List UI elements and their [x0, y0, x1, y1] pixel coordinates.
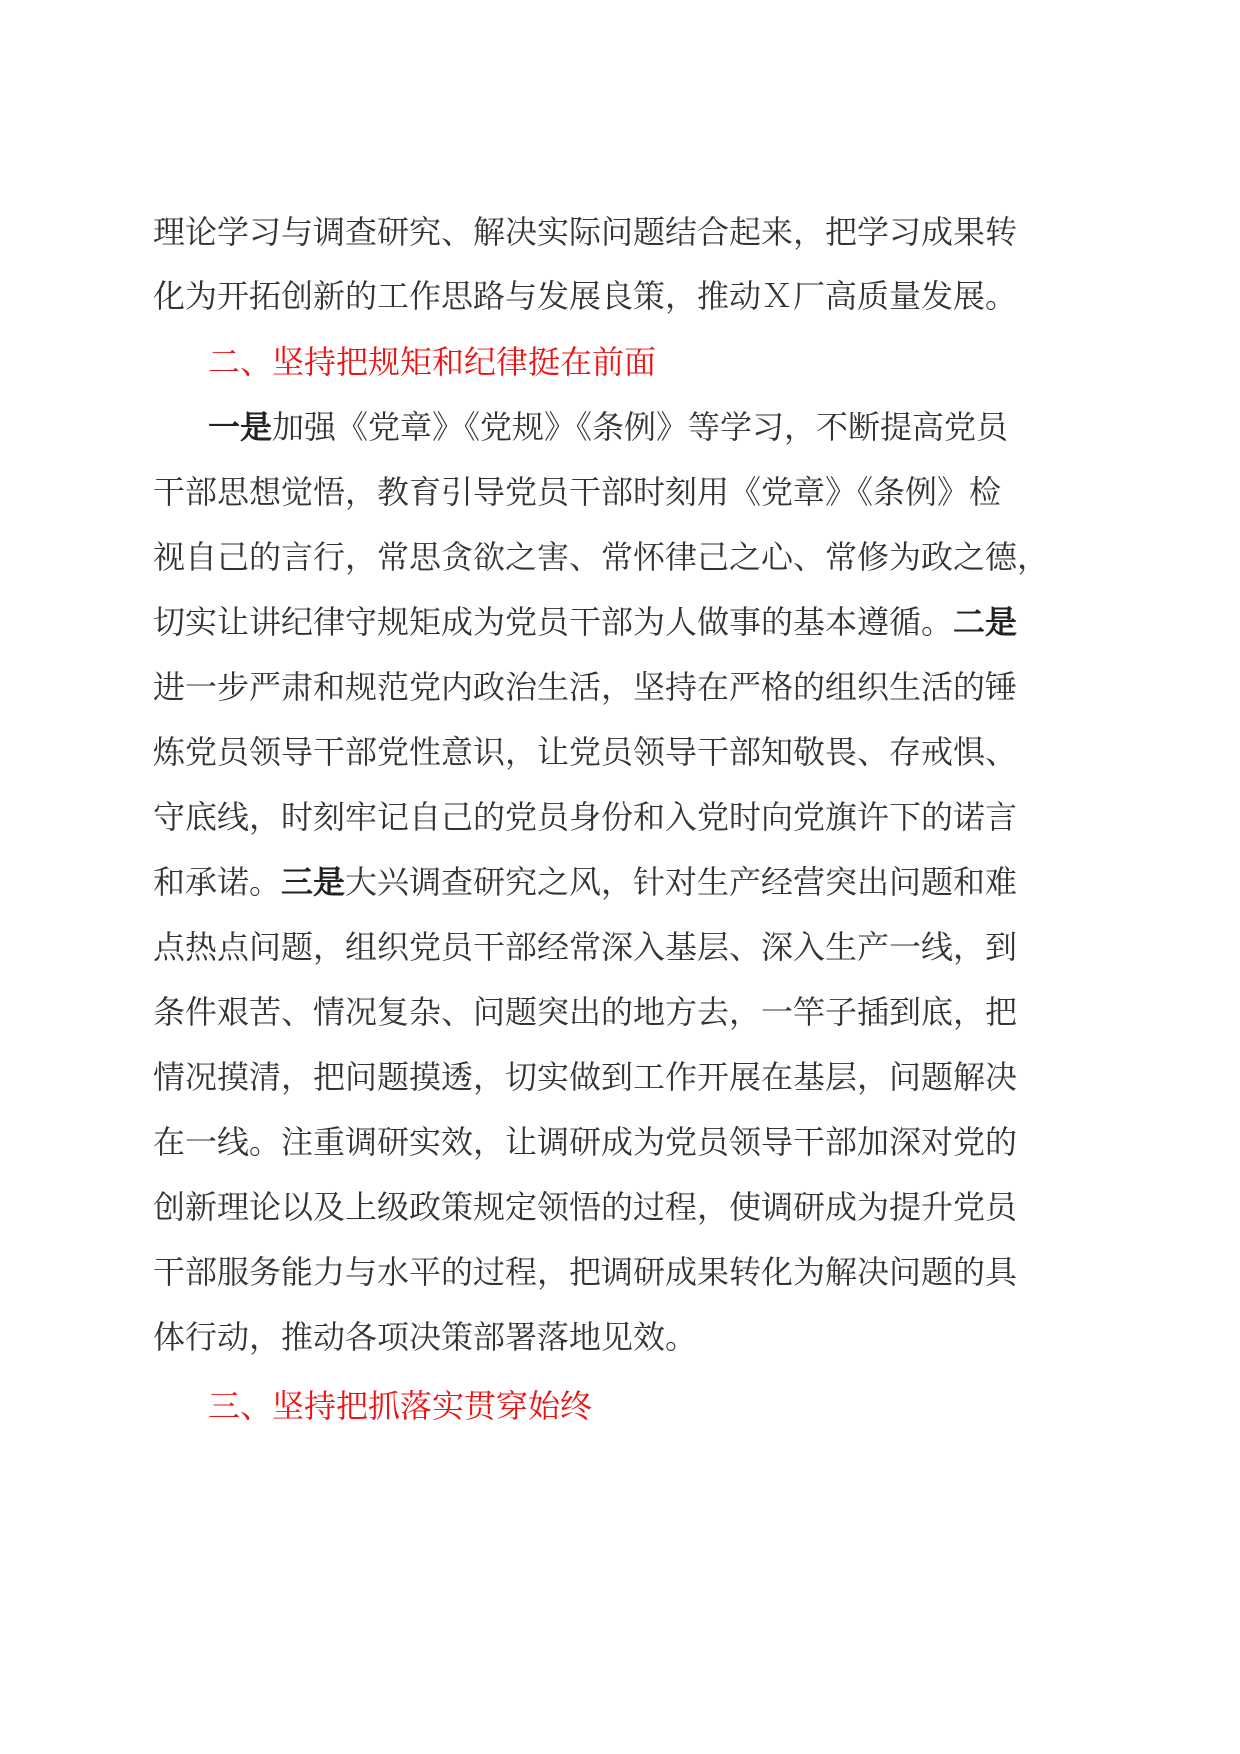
section-2-line-5: 进一步严肃和规范党内政治生活，坚持在严格的组织生活的锤 [153, 668, 1018, 706]
section-2-line-10: 条件艰苦、情况复杂、问题突出的地方去，一竿子插到底，把 [153, 993, 1018, 1031]
section-2-heading: 二、坚持把规矩和纪律挺在前面 [208, 343, 657, 381]
section-2-line-2: 干部思想觉悟，教育引导党员干部时刻用《党章》《条例》检 [153, 473, 1002, 511]
section-3-heading: 三、坚持把抓落实贯穿始终 [208, 1387, 593, 1425]
section-2-line-1 [208, 407, 1008, 447]
section-2-line-14: 干部服务能力与水平的过程，把调研成果转化为解决问题的具 [153, 1253, 1018, 1291]
section-2-line-9: 点热点问题，组织党员干部经常深入基层、深入生产一线，到 [153, 928, 1018, 966]
section-2-line-8-text: 和承诺。 [153, 863, 282, 901]
section-2-line-4 [153, 602, 1017, 642]
section-2-line-12: 在一线。注重调研实效，让调研成为党员领导干部加深对党的 [153, 1123, 1018, 1161]
intro-line-1: 理论学习与调查研究、解决实际问题结合起来，把学习成果转 [153, 213, 1018, 251]
section-2-line-4-text: 切实让讲纪律守规矩成为党员干部为人做事的基本遵循。 [153, 603, 954, 641]
point-three-label: 三是 [281, 863, 346, 901]
point-one-label: 一是 [208, 408, 273, 446]
section-2-line-15: 体行动，推动各项决策部署落地见效。 [153, 1318, 698, 1356]
section-2-line-11: 情况摸清，把问题摸透，切实做到工作开展在基层，问题解决 [153, 1058, 1018, 1096]
section-2-line-6: 炼党员领导干部党性意识，让党员领导干部知敬畏、存戒惧、 [153, 733, 1018, 771]
section-2-line-8-rest: 大兴调查研究之风，针对生产经营突出问题和难 [345, 863, 1018, 901]
section-2-line-13: 创新理论以及上级政策规定领悟的过程，使调研成为提升党员 [153, 1188, 1018, 1226]
section-2-line-7: 守底线，时刻牢记自己的党员身份和入党时向党旗许下的诺言 [153, 798, 1018, 836]
point-two-label: 二是 [953, 603, 1018, 641]
section-2-line-3: 视自己的言行，常思贪欲之害、常怀律己之心、常修为政之德， [153, 538, 1050, 576]
section-2-line-8 [153, 862, 1017, 902]
section-2-line-1-text: 加强《党章》《党规》《条例》等学习，不断提高党员 [272, 408, 1009, 446]
intro-line-2: 化为开拓创新的工作思路与发展良策，推动Ｘ厂高质量发展。 [153, 277, 1018, 315]
